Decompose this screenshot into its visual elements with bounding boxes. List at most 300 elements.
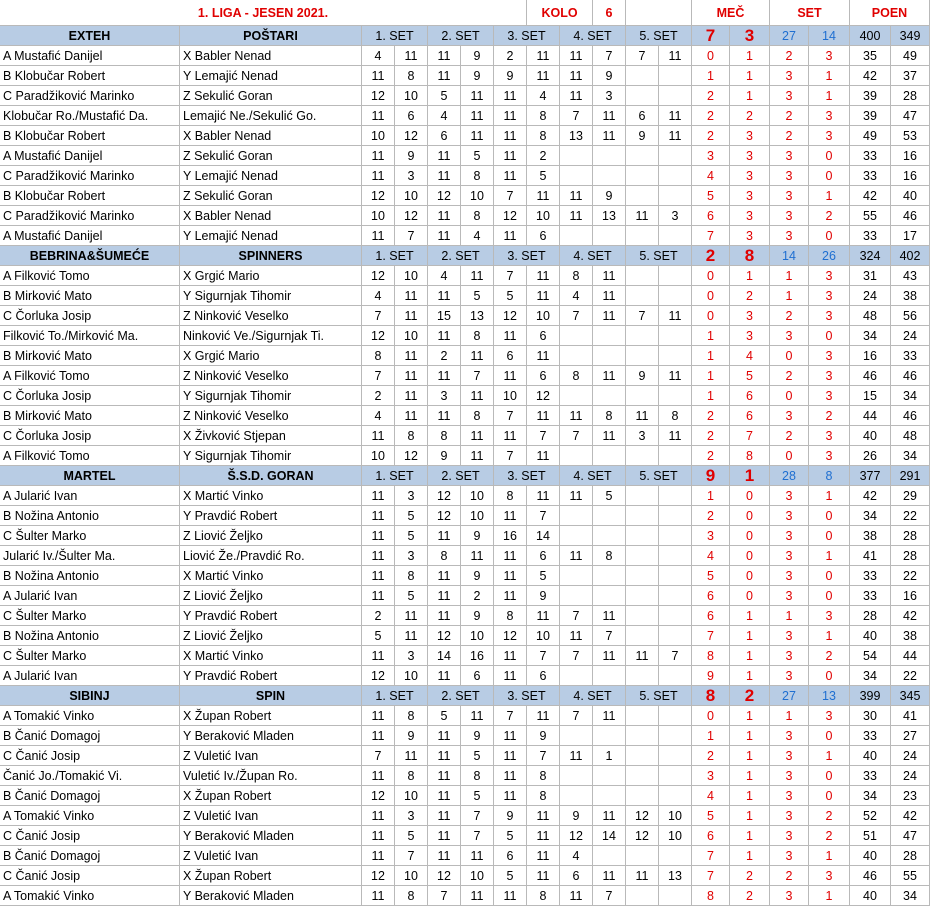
- set-score: [626, 186, 659, 206]
- set-score: 4: [362, 406, 395, 426]
- set-score: [626, 506, 659, 526]
- set-score: 12: [362, 666, 395, 686]
- set-score: [659, 486, 692, 506]
- away-player: Z Vuletić Ivan: [180, 746, 362, 766]
- set-score: 11: [362, 506, 395, 526]
- set-count: 0: [809, 146, 850, 166]
- set-score: 6: [527, 326, 560, 346]
- set-score: 11: [560, 66, 593, 86]
- set-score: 5: [461, 786, 494, 806]
- away-player: Ninković Ve./Sigurnjak Ti.: [180, 326, 362, 346]
- mec-running-score: 2: [692, 446, 730, 466]
- set-count: 0: [809, 526, 850, 546]
- set-score: 11: [428, 366, 461, 386]
- set-score: 11: [494, 646, 527, 666]
- mec-running-score: 1: [730, 766, 770, 786]
- mec-running-score: 1: [730, 706, 770, 726]
- set-count: 0: [809, 726, 850, 746]
- set-score: 7: [659, 646, 692, 666]
- set-score: [626, 66, 659, 86]
- set-score: 11: [461, 106, 494, 126]
- set-header-3: 3. SET: [494, 246, 560, 266]
- away-player: Y Lemajić Nenad: [180, 226, 362, 246]
- set-score: 8: [395, 706, 428, 726]
- away-player: Z Liović Željko: [180, 586, 362, 606]
- set-score: 11: [494, 666, 527, 686]
- set-score: [659, 606, 692, 626]
- set-score: 13: [659, 866, 692, 886]
- home-team-name: MARTEL: [0, 466, 180, 486]
- poen-count: 30: [850, 706, 891, 726]
- away-player: Z Sekulić Goran: [180, 186, 362, 206]
- poen-count: 42: [850, 66, 891, 86]
- mec-running-score: 4: [692, 546, 730, 566]
- home-player: Klobučar Ro./Mustafić Da.: [0, 106, 180, 126]
- set-count: 1: [809, 486, 850, 506]
- set-score: 11: [593, 426, 626, 446]
- set-score: 7: [494, 266, 527, 286]
- poen-count: 42: [850, 486, 891, 506]
- set-score: [560, 146, 593, 166]
- set-score: 11: [428, 846, 461, 866]
- set-score: 3: [659, 206, 692, 226]
- set-score: 11: [494, 586, 527, 606]
- set-count: 2: [770, 366, 809, 386]
- set-score: 10: [362, 446, 395, 466]
- set-score: [626, 146, 659, 166]
- home-player: A Mustafić Danijel: [0, 146, 180, 166]
- poen-count: 15: [850, 386, 891, 406]
- set-score: 11: [593, 126, 626, 146]
- set-count: 0: [770, 386, 809, 406]
- home-player: B Čanić Domagoj: [0, 846, 180, 866]
- set-count: 3: [770, 846, 809, 866]
- league-title: 1. LIGA - JESEN 2021.: [0, 0, 527, 26]
- mec-running-score: 2: [730, 866, 770, 886]
- set-score: [560, 726, 593, 746]
- set-score: 9: [395, 726, 428, 746]
- set-label: SET: [770, 0, 850, 26]
- poen-count: 33: [850, 166, 891, 186]
- set-away-total: 26: [809, 246, 850, 266]
- set-score: [659, 586, 692, 606]
- home-player: A Tomakić Vinko: [0, 806, 180, 826]
- set-score: [659, 506, 692, 526]
- set-count: 3: [770, 486, 809, 506]
- away-player: Z Vuletić Ivan: [180, 806, 362, 826]
- home-player: C Šulter Marko: [0, 646, 180, 666]
- set-score: 11: [461, 846, 494, 866]
- away-player: X Martić Vinko: [180, 486, 362, 506]
- mec-running-score: 0: [692, 46, 730, 66]
- away-player: Y Lemajić Nenad: [180, 166, 362, 186]
- poen-count: 27: [891, 726, 930, 746]
- set-score: 15: [428, 306, 461, 326]
- set-score: 11: [362, 886, 395, 906]
- set-score: [560, 766, 593, 786]
- set-score: 12: [362, 786, 395, 806]
- mec-running-score: 3: [730, 166, 770, 186]
- poen-count: 34: [891, 386, 930, 406]
- set-score: 7: [527, 646, 560, 666]
- set-score: 11: [428, 586, 461, 606]
- mec-away-total: 2: [730, 686, 770, 706]
- away-player: X Župan Robert: [180, 706, 362, 726]
- poen-count: 16: [891, 166, 930, 186]
- set-score: 9: [428, 446, 461, 466]
- set-count: 0: [809, 766, 850, 786]
- set-home-total: 27: [770, 686, 809, 706]
- poen-count: 42: [891, 606, 930, 626]
- set-header-2: 2. SET: [428, 26, 494, 46]
- set-score: [560, 226, 593, 246]
- set-count: 3: [770, 526, 809, 546]
- away-player: X Živković Stjepan: [180, 426, 362, 446]
- set-score: 12: [626, 826, 659, 846]
- set-score: 7: [461, 806, 494, 826]
- away-player: Z Liović Željko: [180, 626, 362, 646]
- set-score: 7: [362, 306, 395, 326]
- set-score: 11: [593, 866, 626, 886]
- set-score: [626, 726, 659, 746]
- mec-running-score: 0: [730, 506, 770, 526]
- poen-count: 48: [891, 426, 930, 446]
- set-score: 10: [395, 666, 428, 686]
- set-score: 6: [494, 846, 527, 866]
- mec-running-score: 7: [692, 626, 730, 646]
- set-score: 11: [461, 546, 494, 566]
- set-score: 11: [428, 606, 461, 626]
- set-score: [593, 446, 626, 466]
- set-score: 6: [428, 126, 461, 146]
- poen-count: 48: [850, 306, 891, 326]
- set-score: 9: [461, 66, 494, 86]
- set-score: 11: [461, 346, 494, 366]
- set-score: 11: [395, 286, 428, 306]
- set-score: [593, 766, 626, 786]
- away-player: Y Pravdić Robert: [180, 606, 362, 626]
- set-score: 11: [527, 66, 560, 86]
- set-score: 11: [659, 426, 692, 446]
- set-score: 11: [428, 826, 461, 846]
- mec-running-score: 1: [730, 666, 770, 686]
- set-score: 11: [362, 726, 395, 746]
- set-score: [593, 726, 626, 746]
- poen-count: 22: [891, 506, 930, 526]
- set-score: 11: [659, 366, 692, 386]
- set-score: 12: [362, 326, 395, 346]
- set-score: [626, 286, 659, 306]
- set-score: [626, 666, 659, 686]
- poen-count: 46: [891, 366, 930, 386]
- set-count: 3: [809, 426, 850, 446]
- set-score: 12: [494, 206, 527, 226]
- set-count: 0: [770, 446, 809, 466]
- set-score: [593, 326, 626, 346]
- home-player: C Čanić Josip: [0, 746, 180, 766]
- mec-running-score: 1: [730, 46, 770, 66]
- set-score: 11: [527, 606, 560, 626]
- set-header-2: 2. SET: [428, 466, 494, 486]
- mec-running-score: 6: [692, 206, 730, 226]
- set-score: [593, 666, 626, 686]
- set-score: [626, 346, 659, 366]
- set-score: 5: [428, 86, 461, 106]
- away-player: Z Ninković Veselko: [180, 306, 362, 326]
- poen-count: 53: [891, 126, 930, 146]
- away-player: X Babler Nenad: [180, 46, 362, 66]
- set-score: 7: [461, 366, 494, 386]
- mec-running-score: 1: [692, 66, 730, 86]
- set-score: 6: [626, 106, 659, 126]
- set-score: 11: [560, 46, 593, 66]
- mec-running-score: 1: [692, 366, 730, 386]
- home-player: Jularić Iv./Šulter Ma.: [0, 546, 180, 566]
- set-score: 11: [362, 146, 395, 166]
- set-score: [593, 386, 626, 406]
- set-score: 11: [560, 546, 593, 566]
- away-player: Y Sigurnjak Tihomir: [180, 286, 362, 306]
- set-score: 10: [395, 326, 428, 346]
- set-score: 11: [362, 166, 395, 186]
- set-header-4: 4. SET: [560, 466, 626, 486]
- set-score: 5: [395, 826, 428, 846]
- mec-home-total: 9: [692, 466, 730, 486]
- set-score: 8: [527, 766, 560, 786]
- set-score: 14: [527, 526, 560, 546]
- set-score: 12: [395, 446, 428, 466]
- set-count: 3: [770, 766, 809, 786]
- set-score: 11: [428, 286, 461, 306]
- set-count: 3: [770, 626, 809, 646]
- set-count: 3: [809, 606, 850, 626]
- set-header-3: 3. SET: [494, 466, 560, 486]
- set-score: 11: [428, 146, 461, 166]
- set-score: 9: [494, 66, 527, 86]
- set-score: 11: [461, 386, 494, 406]
- set-score: 9: [626, 366, 659, 386]
- mec-running-score: 2: [730, 886, 770, 906]
- set-score: 11: [428, 326, 461, 346]
- set-score: 9: [593, 66, 626, 86]
- set-score: [659, 346, 692, 366]
- home-player: A Tomakić Vinko: [0, 886, 180, 906]
- away-player: Y Pravdić Robert: [180, 506, 362, 526]
- mec-running-score: 1: [730, 846, 770, 866]
- mec-home-total: 8: [692, 686, 730, 706]
- mec-running-score: 1: [692, 386, 730, 406]
- set-count: 3: [770, 226, 809, 246]
- home-player: C Čorluka Josip: [0, 386, 180, 406]
- set-count: 2: [809, 826, 850, 846]
- away-player: Liović Že./Pravdić Ro.: [180, 546, 362, 566]
- poen-count: 16: [891, 586, 930, 606]
- set-score: 8: [395, 566, 428, 586]
- poen-count: 56: [891, 306, 930, 326]
- set-score: 11: [428, 206, 461, 226]
- away-player: X Babler Nenad: [180, 126, 362, 146]
- set-score: 10: [461, 186, 494, 206]
- set-score: 11: [527, 706, 560, 726]
- mec-running-score: 3: [730, 326, 770, 346]
- mec-away-total: 3: [730, 26, 770, 46]
- set-count: 1: [809, 846, 850, 866]
- set-score: 7: [626, 46, 659, 66]
- set-score: 11: [362, 226, 395, 246]
- set-score: 10: [494, 386, 527, 406]
- set-count: 3: [809, 286, 850, 306]
- poen-count: 39: [850, 86, 891, 106]
- set-score: 11: [362, 766, 395, 786]
- set-score: 7: [560, 706, 593, 726]
- set-score: [626, 586, 659, 606]
- set-header-4: 4. SET: [560, 686, 626, 706]
- set-count: 3: [809, 46, 850, 66]
- mec-running-score: 4: [692, 166, 730, 186]
- set-score: 10: [395, 186, 428, 206]
- away-player: X Babler Nenad: [180, 206, 362, 226]
- set-count: 3: [770, 826, 809, 846]
- set-score: 10: [461, 486, 494, 506]
- mec-running-score: 2: [692, 426, 730, 446]
- set-score: 9: [593, 186, 626, 206]
- poen-count: 31: [850, 266, 891, 286]
- set-score: [626, 486, 659, 506]
- set-score: 11: [560, 86, 593, 106]
- set-count: 0: [809, 586, 850, 606]
- away-player: Y Pravdić Robert: [180, 666, 362, 686]
- poen-count: 40: [891, 186, 930, 206]
- set-score: 4: [362, 46, 395, 66]
- set-score: 6: [527, 366, 560, 386]
- set-score: 11: [461, 86, 494, 106]
- set-score: 9: [560, 806, 593, 826]
- poen-count: 46: [850, 366, 891, 386]
- away-player: X Martić Vinko: [180, 646, 362, 666]
- away-player: X Grgić Mario: [180, 346, 362, 366]
- set-score: 12: [428, 626, 461, 646]
- away-player: X Župan Robert: [180, 786, 362, 806]
- set-score: 12: [527, 386, 560, 406]
- set-score: 3: [593, 86, 626, 106]
- set-count: 2: [770, 306, 809, 326]
- set-score: [560, 446, 593, 466]
- set-score: 7: [494, 186, 527, 206]
- mec-running-score: 2: [692, 506, 730, 526]
- set-score: 12: [395, 206, 428, 226]
- home-player: B Nožina Antonio: [0, 506, 180, 526]
- set-score: [626, 446, 659, 466]
- set-score: 11: [395, 366, 428, 386]
- set-score: 11: [395, 386, 428, 406]
- mec-running-score: 2: [692, 106, 730, 126]
- set-count: 3: [770, 886, 809, 906]
- title-spacer: [626, 0, 692, 26]
- set-score: 7: [494, 406, 527, 426]
- set-score: [626, 846, 659, 866]
- set-score: 7: [527, 746, 560, 766]
- poen-count: 34: [891, 886, 930, 906]
- poen-count: 51: [850, 826, 891, 846]
- away-player: Z Ninković Veselko: [180, 366, 362, 386]
- home-player: B Nožina Antonio: [0, 626, 180, 646]
- mec-running-score: 3: [692, 526, 730, 546]
- away-player: X Martić Vinko: [180, 566, 362, 586]
- set-score: 4: [560, 286, 593, 306]
- set-count: 1: [770, 606, 809, 626]
- set-header-1: 1. SET: [362, 466, 428, 486]
- mec-running-score: 1: [692, 486, 730, 506]
- mec-running-score: 3: [692, 766, 730, 786]
- set-away-total: 14: [809, 26, 850, 46]
- set-score: [659, 386, 692, 406]
- mec-running-score: 1: [730, 266, 770, 286]
- mec-running-score: 3: [730, 306, 770, 326]
- set-score: [659, 66, 692, 86]
- home-player: B Čanić Domagoj: [0, 786, 180, 806]
- mec-running-score: 3: [730, 226, 770, 246]
- set-count: 1: [809, 86, 850, 106]
- home-player: A Filković Tomo: [0, 266, 180, 286]
- mec-running-score: 2: [730, 106, 770, 126]
- set-count: 0: [809, 226, 850, 246]
- home-player: B Mirković Mato: [0, 286, 180, 306]
- set-score: 11: [362, 826, 395, 846]
- set-score: 4: [362, 286, 395, 306]
- poen-count: 33: [850, 566, 891, 586]
- set-count: 2: [770, 126, 809, 146]
- set-score: [659, 546, 692, 566]
- set-score: 7: [395, 226, 428, 246]
- home-player: A Mustafić Danijel: [0, 226, 180, 246]
- set-score: 10: [527, 626, 560, 646]
- set-header-4: 4. SET: [560, 246, 626, 266]
- set-score: 11: [527, 286, 560, 306]
- set-score: 11: [494, 86, 527, 106]
- set-score: 11: [527, 46, 560, 66]
- mec-running-score: 1: [692, 346, 730, 366]
- set-score: 11: [494, 506, 527, 526]
- poen-count: 37: [891, 66, 930, 86]
- set-score: [659, 706, 692, 726]
- set-score: 11: [494, 886, 527, 906]
- set-score: 9: [461, 606, 494, 626]
- set-score: [659, 446, 692, 466]
- set-score: [626, 266, 659, 286]
- poen-count: 28: [891, 86, 930, 106]
- mec-running-score: 0: [730, 586, 770, 606]
- set-score: 2: [494, 46, 527, 66]
- mec-running-score: 5: [692, 186, 730, 206]
- set-score: [593, 166, 626, 186]
- set-score: 10: [362, 126, 395, 146]
- home-player: C Paradžiković Marinko: [0, 166, 180, 186]
- set-score: 4: [461, 226, 494, 246]
- poen-count: 40: [850, 846, 891, 866]
- home-player: C Paradžiković Marinko: [0, 206, 180, 226]
- set-score: 11: [428, 766, 461, 786]
- set-score: 10: [527, 306, 560, 326]
- mec-running-score: 6: [692, 826, 730, 846]
- set-score: 8: [362, 346, 395, 366]
- home-player: A Jularić Ivan: [0, 486, 180, 506]
- set-score: 11: [626, 866, 659, 886]
- set-count: 1: [809, 886, 850, 906]
- mec-running-score: 3: [692, 146, 730, 166]
- set-score: [626, 546, 659, 566]
- set-score: 8: [461, 406, 494, 426]
- set-score: [659, 766, 692, 786]
